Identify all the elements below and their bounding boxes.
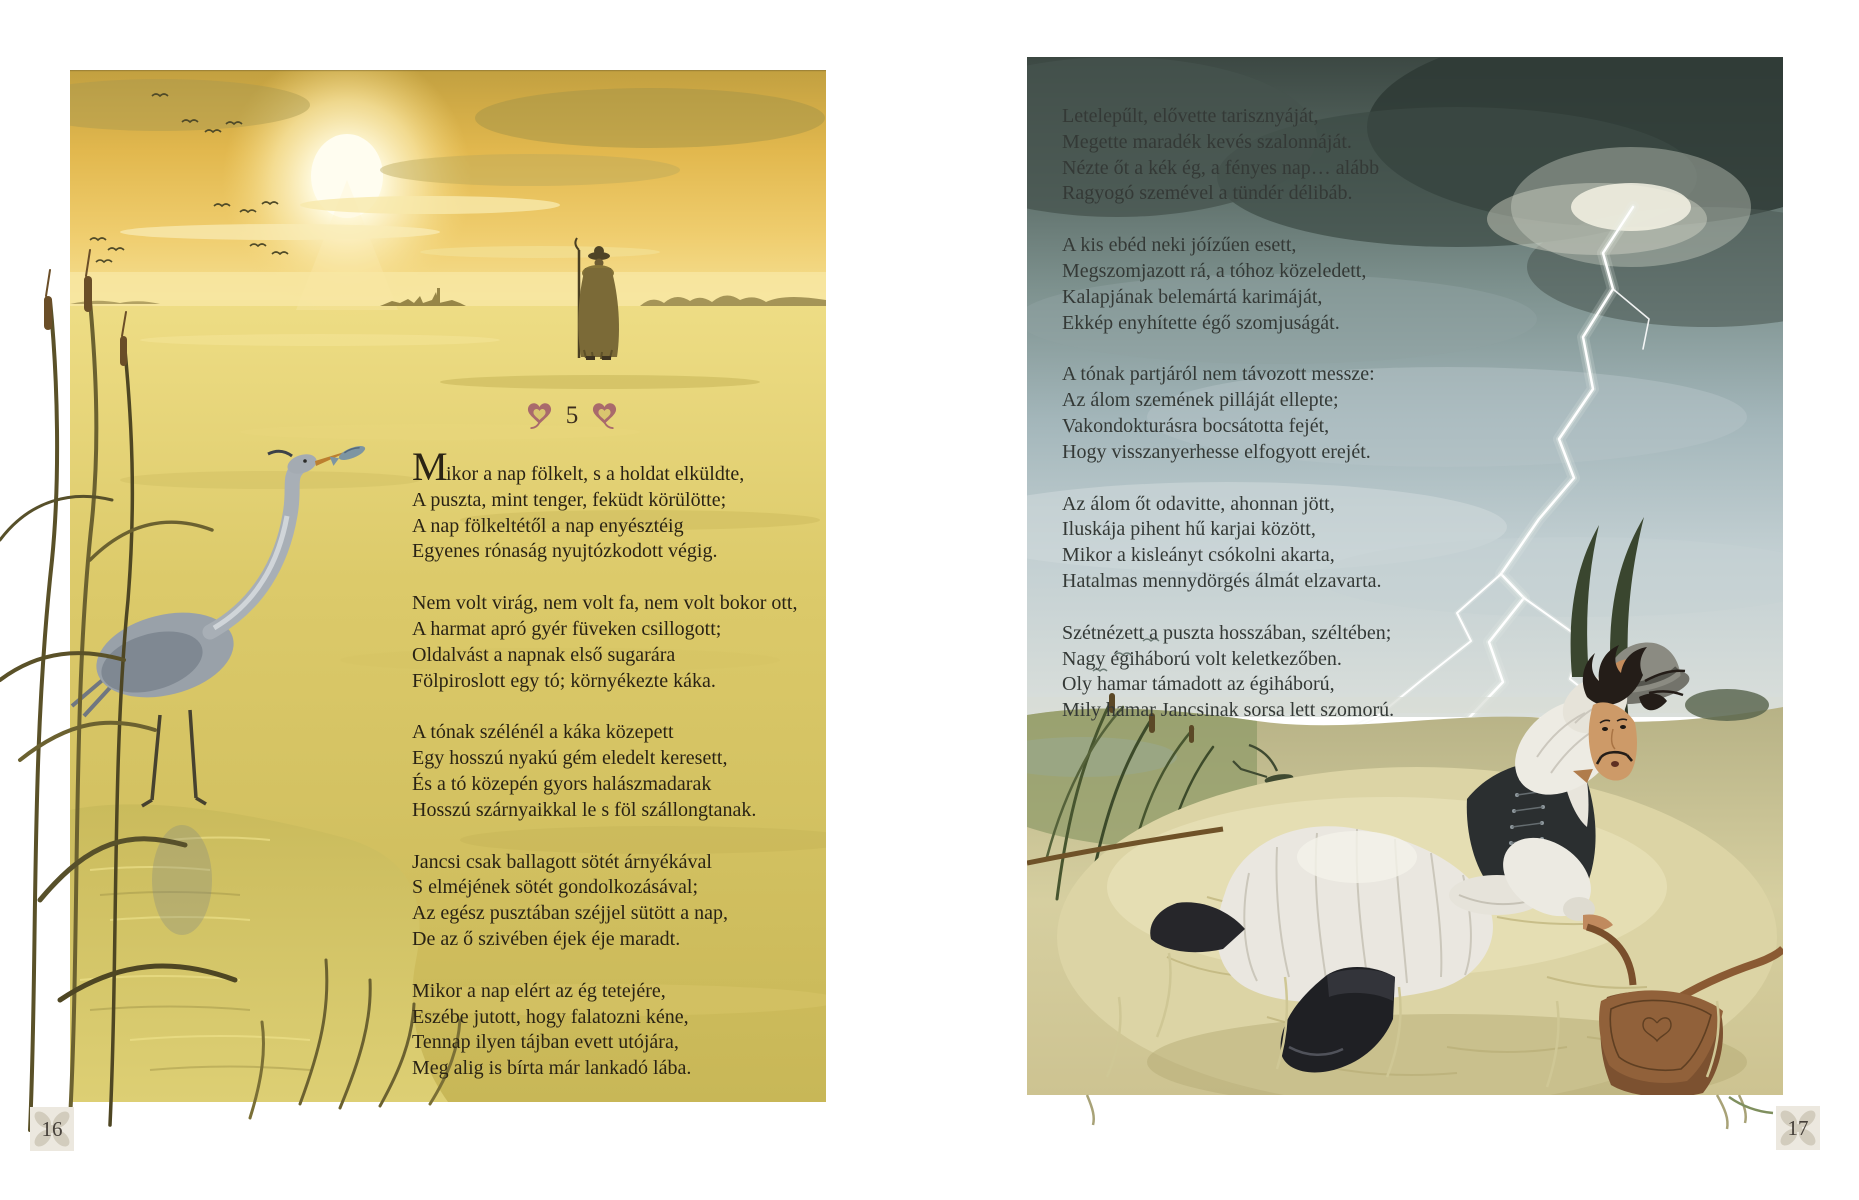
stanza — [412, 444, 842, 565]
poem-line: Szétnézett a puszta hosszában, széltében; — [1062, 621, 1392, 644]
floral-heart-icon-mirrored — [592, 401, 617, 431]
horizon-haze — [70, 272, 826, 306]
poem-line: Mily hamar Jancsinak sorsa lett szomorú. — [1062, 699, 1395, 722]
poem-line: Megette maradék kevés szalonnáját. — [1062, 130, 1352, 153]
poem-line: S elméjének sötét gondolkozásával; — [412, 876, 699, 899]
poem-line: Egyenes rónaság nyujtózkodott végig. — [412, 540, 718, 563]
stanza — [412, 850, 842, 953]
poem-line: Vakondokturásra bocsátotta fejét, — [1062, 414, 1330, 437]
poem-right — [1062, 104, 1492, 724]
page-number-label: 17 — [1787, 1115, 1809, 1140]
stanza — [1062, 492, 1492, 595]
section-heading — [412, 398, 732, 434]
poem-line: Fölpiroslott egy tó; környékezte káka. — [412, 669, 716, 692]
poem-line: Meg alig is bírta már lankadó lába. — [412, 1057, 692, 1080]
stanza — [1062, 104, 1492, 207]
poem-line: Nagy égiháború volt keletkezőben. — [1062, 647, 1342, 670]
poem-line: Nézte őt a kék ég, a fényes nap… alább — [1062, 156, 1380, 179]
poem-line: Oly hamar támadott az égiháború, — [1062, 673, 1335, 696]
stanza — [412, 720, 842, 823]
poem-line: Hogy visszanyerhesse elfogyott erejét. — [1062, 440, 1371, 463]
stanza — [1062, 233, 1492, 336]
page-number-left — [29, 1106, 75, 1152]
poem-line: De az ő szivében éjek éje maradt. — [412, 927, 681, 950]
poem-line: A harmat apró gyér füveken csillogott; — [412, 617, 722, 640]
drop-cap: M — [412, 444, 448, 489]
poem-line: Az álom szemének pilláját ellepte; — [1062, 389, 1339, 412]
stanza — [1062, 621, 1492, 724]
frame-top-edge — [1027, 57, 1783, 58]
poem-line: A nap fölkeltétől a nap enyésztéig — [412, 514, 684, 537]
poem-line: A kis ebéd neki jóízűen esett, — [1062, 234, 1297, 257]
poem-line: Jancsi csak ballagott sötét árnyékával — [412, 850, 712, 873]
poem-line: Eszébe jutott, hogy falatozni kéne, — [412, 1005, 689, 1028]
stanza — [412, 979, 842, 1082]
poem-line: Az egész pusztában széjjel sütött a nap, — [412, 902, 728, 925]
frame-top-edge — [70, 70, 826, 71]
poem-line: A tónak partjáról nem távozott messze: — [1062, 363, 1375, 386]
poem-line: Egy hosszú nyakú gém eledelt keresett, — [412, 747, 728, 770]
poem-line: A puszta, mint tenger, feküdt körülötte; — [412, 488, 727, 511]
poem-line: Megszomjazott rá, a tóhoz közeledett, — [1062, 259, 1367, 282]
edge-grass-tufts — [1087, 1095, 1773, 1129]
poem-line: Ekkép enyhítette égő szomjuságát. — [1062, 311, 1340, 334]
poem-line: Oldalvást a napnak első sugarára — [412, 643, 676, 666]
poem-line: Iluskája pihent hű karjai között, — [1062, 518, 1316, 541]
section-number: 5 — [565, 402, 579, 429]
poem-line: Hatalmas mennydörgés álmát elzavarta. — [1062, 569, 1382, 592]
page-number-label: 16 — [41, 1116, 63, 1141]
poem-line: M ikor a nap fölkelt, s a holdat elküldte, — [412, 444, 745, 489]
poem-line: A tónak szélénél a káka közepett — [412, 721, 674, 744]
stanza — [412, 591, 842, 694]
poem-line: Nem volt virág, nem volt fa, nem volt bokor ott, — [412, 592, 798, 615]
poem-line: Letelepűlt, elővette tarisznyáját, — [1062, 105, 1319, 127]
poem-line: És a tó közepén gyors halászmadarak — [412, 772, 712, 795]
poem-line: Mikor a kisleányt csókolni akarta, — [1062, 544, 1335, 567]
floral-heart-icon — [527, 401, 552, 431]
stanza — [1062, 362, 1492, 465]
poem-line: Kalapjának belemártá karimáját, — [1062, 285, 1323, 308]
page-number-right — [1775, 1105, 1821, 1151]
poem-line: Hosszú szárnyaikkal le s föl szállongtanak. — [412, 798, 757, 821]
poem-line: Tennap ilyen tájban evett utójára, — [412, 1031, 679, 1054]
poem-line: Mikor a nap elért az ég tetejére, — [412, 979, 666, 1002]
poem-line: Ragyogó szemével a tündér délibáb. — [1062, 182, 1353, 205]
poem-line: Az álom őt odavitte, ahonnan jött, — [1062, 492, 1335, 515]
poem-left — [412, 444, 842, 1082]
